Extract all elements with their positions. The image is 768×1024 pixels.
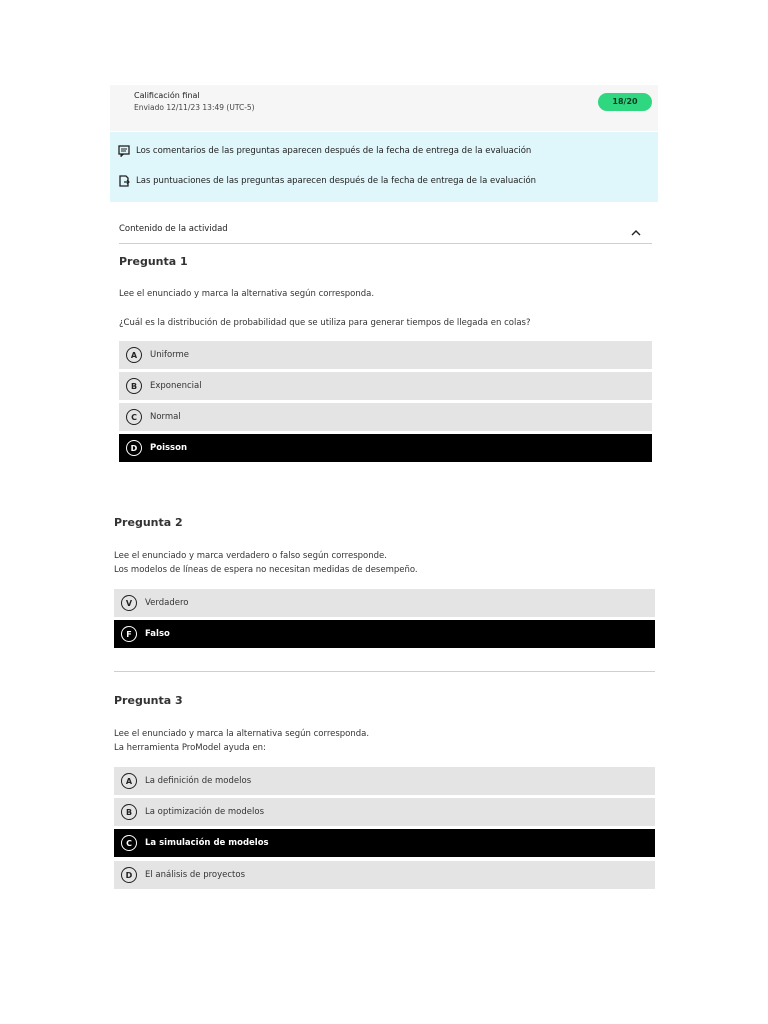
- question-1-option-d[interactable]: [119, 434, 652, 462]
- option-label: Normal: [150, 412, 181, 422]
- question-2-instruction: Lee el enunciado y marca verdadero o falso según corresponde.: [114, 551, 387, 561]
- option-letter: D: [121, 867, 137, 883]
- option-label: Falso: [145, 629, 170, 639]
- option-label: La definición de modelos: [145, 776, 252, 786]
- scores-notice: [118, 174, 536, 188]
- final-grade-title: Calificación final: [134, 91, 200, 100]
- option-letter: B: [126, 378, 142, 394]
- final-grade-header: [110, 85, 658, 131]
- question-1-prompt: ¿Cuál es la distribución de probabilidad que se utiliza para generar tiempos de llegada en colas?: [119, 318, 531, 328]
- question-1-option-c[interactable]: [119, 403, 652, 431]
- option-letter: C: [126, 409, 142, 425]
- comment-icon: [118, 145, 130, 157]
- comments-notice: [118, 144, 531, 158]
- question-3-prompt: La herramienta ProModel ayuda en:: [114, 743, 266, 753]
- option-label: Poisson: [150, 443, 187, 453]
- question-3-title: Pregunta 3: [114, 694, 183, 707]
- scores-notice-text: Las puntuaciones de las preguntas aparecen después de la fecha de entrega de la evaluación: [136, 176, 537, 186]
- option-letter: A: [126, 347, 142, 363]
- option-label: Verdadero: [145, 598, 189, 608]
- question-3-instruction: Lee el enunciado y marca la alternativa según corresponda.: [114, 729, 370, 739]
- option-letter: F: [121, 626, 137, 642]
- question-1-option-b[interactable]: [119, 372, 652, 400]
- section-divider: [114, 671, 655, 672]
- option-letter: V: [121, 595, 137, 611]
- question-2-prompt: Los modelos de líneas de espera no necesitan medidas de desempeño.: [114, 565, 418, 575]
- question-1-option-a[interactable]: [119, 341, 652, 369]
- question-3-option-b[interactable]: [114, 798, 655, 826]
- option-label: La simulación de modelos: [145, 838, 269, 848]
- option-label: Exponencial: [150, 381, 202, 391]
- option-letter: D: [126, 440, 142, 456]
- question-2-title: Pregunta 2: [114, 516, 183, 529]
- activity-content-title: Contenido de la actividad: [119, 224, 228, 234]
- activity-content-toggle[interactable]: [119, 220, 652, 244]
- option-letter: B: [121, 804, 137, 820]
- question-3-option-c[interactable]: [114, 829, 655, 857]
- info-banner: [110, 132, 658, 202]
- question-2-option-v[interactable]: [114, 589, 655, 617]
- submission-timestamp: Enviado 12/11/23 13:49 (UTC-5): [134, 103, 255, 112]
- option-label: El análisis de proyectos: [145, 870, 246, 880]
- option-letter: A: [121, 773, 137, 789]
- option-label: Uniforme: [150, 350, 190, 360]
- chevron-up-icon[interactable]: [630, 224, 642, 236]
- question-1-title: Pregunta 1: [119, 255, 188, 268]
- option-label: La optimización de modelos: [145, 807, 264, 817]
- score-badge: 18/20: [598, 93, 652, 111]
- question-2-option-f[interactable]: [114, 620, 655, 648]
- option-letter: C: [121, 835, 137, 851]
- question-3-option-d[interactable]: [114, 861, 655, 889]
- comments-notice-text: Los comentarios de las preguntas aparecen después de la fecha de entrega de la evaluación: [136, 146, 532, 156]
- question-1-instruction: Lee el enunciado y marca la alternativa según corresponda.: [119, 289, 375, 299]
- score-icon: [118, 175, 130, 187]
- question-3-option-a[interactable]: [114, 767, 655, 795]
